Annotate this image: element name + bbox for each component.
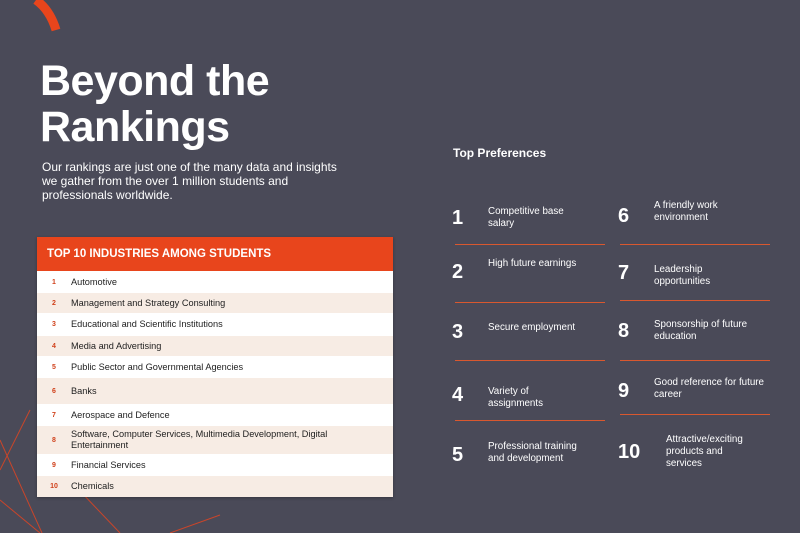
preference-rank: 4: [452, 383, 464, 406]
preference-item: [452, 318, 612, 346]
preference-rank: 9: [618, 379, 630, 402]
industry-rank: 2: [52, 299, 56, 307]
preference-item: [618, 256, 778, 290]
industry-row: [37, 454, 393, 476]
preference-divider: [455, 420, 605, 421]
preference-rank: 6: [618, 204, 630, 227]
industry-rank: 8: [52, 436, 56, 444]
preference-label: Attractive/exciting products and services: [666, 434, 743, 469]
preference-rank: 5: [452, 443, 464, 466]
preference-item: [452, 256, 612, 288]
industry-label: Automotive: [71, 276, 117, 287]
industries-heading: TOP 10 INDUSTRIES AMONG STUDENTS: [37, 237, 393, 271]
industries-panel: [37, 237, 393, 497]
industry-label: Educational and Scientific Institutions: [71, 319, 223, 329]
preference-label: Good reference for future career: [654, 377, 765, 400]
industry-row: [37, 356, 393, 378]
industry-label: Financial Services: [71, 459, 146, 470]
preference-divider: [455, 302, 605, 303]
industry-label: Management and Strategy Consulting: [71, 297, 226, 308]
preference-label: High future earnings: [488, 258, 577, 269]
preference-item: [618, 432, 788, 472]
preference-label: Variety of assignments: [488, 386, 543, 409]
preference-label: Competitive base salary: [488, 206, 564, 229]
industry-row: [37, 271, 393, 293]
preference-divider: [620, 244, 770, 245]
preference-rank: 3: [452, 320, 464, 343]
industry-row: [37, 336, 393, 356]
industry-rank: 7: [52, 411, 56, 419]
industry-label: Software, Computer Services, Multimedia Development, Digital Entertainment: [71, 429, 328, 450]
industries-list: [37, 271, 393, 497]
preference-divider: [620, 414, 770, 415]
preference-rank: 7: [618, 261, 630, 284]
preference-divider: [620, 300, 770, 301]
industry-label: Public Sector and Governmental Agencies: [71, 361, 244, 372]
industry-rank: 6: [52, 387, 56, 395]
industry-rank: 3: [52, 321, 56, 328]
preference-label: Leadership opportunities: [654, 264, 711, 287]
preference-label: Sponsorship of future education: [654, 319, 748, 342]
preference-rank: 1: [452, 206, 464, 229]
industry-row: [37, 404, 393, 426]
preference-item: [618, 374, 788, 408]
preference-rank: 2: [452, 260, 464, 283]
industry-row: [37, 476, 393, 497]
intro-text: Our rankings are just one of the many data and insights we gather from the over 1 million students and professionals worldwide.: [42, 160, 337, 202]
industry-rank: 5: [52, 363, 56, 371]
preference-divider: [455, 244, 605, 245]
industry-label: Banks: [71, 385, 97, 396]
industry-row: [37, 313, 393, 336]
industry-label: Media and Advertising: [71, 340, 162, 351]
title-line-2: Rankings: [40, 103, 230, 151]
preference-item: [452, 378, 612, 412]
preference-label: Professional training and development: [488, 441, 577, 464]
preferences-heading: Top Preferences: [453, 146, 547, 160]
preference-item: [618, 314, 783, 348]
industry-row: [37, 378, 393, 404]
preference-rank: 8: [618, 319, 630, 342]
preference-divider: [620, 360, 770, 361]
industry-row: [37, 293, 393, 313]
industry-row: [37, 426, 393, 454]
preference-label: Secure employment: [488, 322, 576, 333]
industry-rank: 10: [50, 483, 58, 490]
title-line-1: Beyond the: [40, 57, 270, 105]
preference-rank: 10: [618, 440, 641, 463]
preference-divider: [455, 360, 605, 361]
preference-label: A friendly work environment: [654, 200, 718, 223]
preference-item: [452, 438, 612, 472]
preference-item: [618, 200, 778, 232]
page-title: [40, 58, 269, 150]
industry-label: Aerospace and Defence: [71, 409, 170, 420]
industry-rank: 1: [52, 278, 56, 286]
industry-rank: 4: [52, 342, 56, 350]
industry-rank: 9: [52, 461, 56, 469]
industry-label: Chemicals: [71, 481, 114, 491]
preference-item: [452, 200, 612, 236]
